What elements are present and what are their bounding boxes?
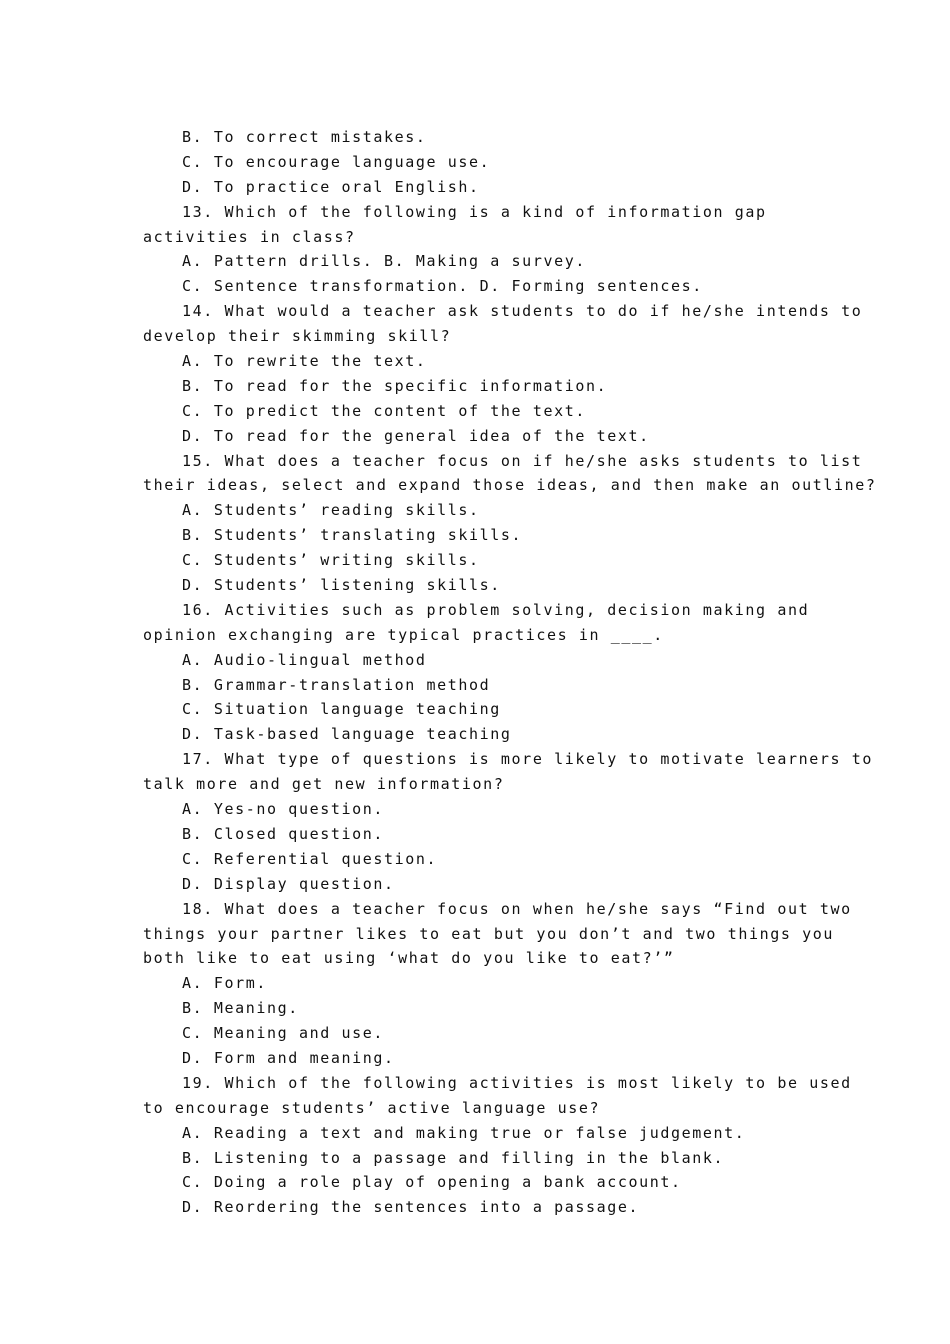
text-line: C. Situation language teaching: [182, 700, 501, 719]
text-line: C. Referential question.: [182, 849, 438, 868]
text-line: C. Sentence transformation. D. Forming sentences.: [182, 277, 703, 296]
text-line: B. Meaning.: [182, 999, 299, 1018]
document-page: [143, 125, 877, 1220]
text-line: 19. Which of the following activities is most likely to be used: [182, 1073, 852, 1092]
text-line: 15. What does a teacher focus on if he/she asks students to list: [182, 451, 863, 470]
text-line: C. To predict the content of the text.: [182, 401, 586, 420]
text-line: D. To practice oral English.: [182, 177, 480, 196]
text-line: D. Form and meaning.: [182, 1048, 395, 1067]
text-line: B. To read for the specific information.: [182, 376, 608, 395]
text-line: 13. Which of the following is a kind of information gap: [182, 202, 767, 221]
text-line: A. Audio-lingual method: [182, 650, 427, 669]
text-line: D. To read for the general idea of the text.: [182, 426, 650, 445]
text-line: things your partner likes to eat but you don’t and two things you: [143, 924, 834, 943]
text-line: 14. What would a teacher ask students to do if he/she intends to: [182, 302, 863, 321]
text-line: A. Students’ reading skills.: [182, 501, 480, 520]
text-line: C. Meaning and use.: [182, 1024, 384, 1043]
text-line: opinion exchanging are typical practices in ____.: [143, 625, 664, 644]
text-line: C. To encourage language use.: [182, 152, 491, 171]
text-line: 16. Activities such as problem solving, decision making and: [182, 600, 810, 619]
text-line: A. Pattern drills. B. Making a survey.: [182, 252, 586, 271]
text-line: D. Students’ listening skills.: [182, 576, 501, 595]
text-line: D. Display question.: [182, 874, 395, 893]
text-line: A. Yes-no question.: [182, 800, 384, 819]
text-line: 18. What does a teacher focus on when he/she says “Find out two: [182, 899, 852, 918]
text-line: C. Students’ writing skills.: [182, 551, 480, 570]
text-line: activities in class?: [143, 227, 356, 246]
text-line: C. Doing a role play of opening a bank account.: [182, 1173, 682, 1192]
text-line: A. To rewrite the text.: [182, 352, 427, 371]
text-line: talk more and get new information?: [143, 775, 505, 794]
text-line: both like to eat using ‘what do you like to eat?’”: [143, 949, 675, 968]
text-line: B. To correct mistakes.: [182, 128, 427, 146]
text-line: to encourage students’ active language use?: [143, 1098, 601, 1117]
text-line: D. Task-based language teaching: [182, 725, 512, 744]
text-line: 17. What type of questions is more likely to motivate learners to: [182, 750, 873, 769]
text-line: B. Students’ translating skills.: [182, 526, 523, 545]
text-line: B. Listening to a passage and filling in the blank.: [182, 1148, 725, 1167]
text-line: develop their skimming skill?: [143, 327, 452, 346]
text-line: A. Reading a text and making true or false judgement.: [182, 1123, 746, 1142]
text-line: A. Form.: [182, 974, 268, 993]
text-line: their ideas, select and expand those ideas, and then make an outline?: [143, 476, 877, 495]
text-line: D. Reordering the sentences into a passage.: [182, 1198, 640, 1217]
text-line: B. Grammar-translation method: [182, 675, 491, 694]
text-line: B. Closed question.: [182, 824, 384, 843]
